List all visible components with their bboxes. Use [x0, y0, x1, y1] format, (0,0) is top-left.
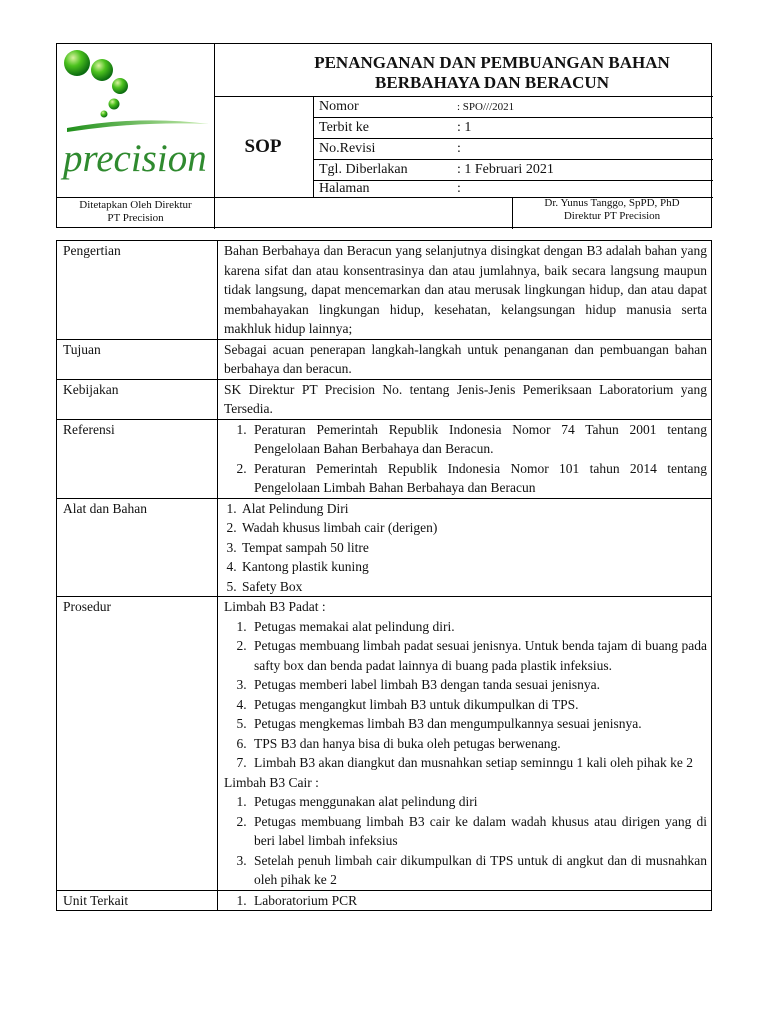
list-item: 4. Petugas mengangkut limbah B3 untuk dikumpulkan di TPS. — [250, 695, 707, 715]
logo-wordmark: precision — [63, 137, 207, 180]
meta-label-terbit: Terbit ke — [319, 120, 369, 135]
meta-value-tgl: : 1 Februari 2021 — [457, 162, 554, 177]
row-label: Unit Terkait — [57, 890, 218, 911]
list-item: 5. Safety Box — [240, 577, 707, 597]
meta-value-nomor: : SPO///2021 — [457, 101, 515, 113]
established-by-line: Ditetapkan Oleh Direktur — [79, 199, 192, 211]
list-item: 1. Laboratorium PCR — [250, 891, 707, 911]
prosedur-padat-list — [224, 617, 707, 773]
row-label: Pengertian — [57, 241, 218, 340]
list-item: 1. Alat Pelindung Diri — [240, 499, 707, 519]
list-item: 2. Petugas membuang limbah padat sesuai jenisnya. Untuk benda tajam di buang pada safty box dan benda padat lainnya di buang pada plastik infeksius. — [250, 636, 707, 675]
sop-header — [56, 43, 712, 228]
list-item: 1. Petugas memakai alat pelindung diri. — [250, 617, 707, 637]
prosedur-subheading: Limbah B3 Padat : — [224, 599, 326, 614]
kebijakan-text: SK Direktur PT Precision No. tentang Jenis-Jenis Pemeriksaan Laboratorium yang Tersedia. — [218, 379, 712, 419]
prosedur-cell — [218, 597, 712, 891]
meta-label-halaman: Halaman — [319, 181, 370, 196]
list-item: 5. Petugas mengkemas limbah B3 dan mengumpulkannya sesuai jenisnya. — [250, 714, 707, 734]
divider — [313, 117, 713, 118]
meta-value-terbit: : 1 — [457, 120, 472, 135]
prosedur-subheading: Limbah B3 Cair : — [224, 774, 319, 790]
alat-list — [224, 499, 707, 597]
unit-list — [224, 891, 707, 911]
meta-label-nomor: Nomor — [319, 99, 359, 114]
row-alat — [57, 498, 712, 597]
referensi-list — [224, 420, 707, 498]
list-item: 2. Peraturan Pemerintah Republik Indonesia Nomor 101 tahun 2014 tentang Pengelolaan Limbah Bahan Berbahaya dan Beracun — [250, 459, 707, 498]
established-by — [57, 199, 214, 225]
row-label: Tujuan — [57, 339, 218, 379]
divider — [313, 96, 314, 197]
list-item: 6. TPS B3 dan hanya bisa di buka oleh petugas berwenang. — [250, 734, 707, 754]
sop-label: SOP — [244, 136, 282, 157]
divider — [313, 180, 713, 181]
list-item: 3. Tempat sampah 50 litre — [240, 538, 707, 558]
prosedur-cair-list — [224, 792, 707, 890]
unit-cell — [218, 890, 712, 911]
signatory-name: Dr. Yunus Tanggo, SpPD, PhD — [544, 197, 680, 209]
row-prosedur — [57, 597, 712, 891]
divider — [313, 159, 713, 160]
row-label: Kebijakan — [57, 379, 218, 419]
row-label: Alat dan Bahan — [57, 498, 218, 597]
list-item: 3. Setelah penuh limbah cair dikumpulkan di TPS untuk di angkut dan di musnahkan oleh pihak ke 2 — [250, 851, 707, 890]
divider — [214, 96, 713, 97]
alat-cell — [218, 498, 712, 597]
pengertian-text: Bahan Berbahaya dan Beracun yang selanjutnya disingkat dengan B3 adalah bahan yang karena sifat dan atau konsentrasinya dan atau jumlahnya, baik secara langsung maupun tidak langsung, dapat mencemarkan dan atau merusak lingkungan hidup, dan atau dapat membahayakan lingkungan hidup, kesehatan, kelangsungan hidup manusia serta makhluk hidup lainnya; — [218, 241, 712, 340]
row-pengertian — [57, 241, 712, 340]
established-by-line: PT Precision — [107, 212, 164, 224]
meta-label-tgl: Tgl. Diberlakan — [319, 162, 408, 177]
sop-content-table — [56, 240, 712, 911]
tujuan-text: Sebagai acuan penerapan langkah-langkah untuk penanganan dan pembuangan bahan berbahaya dan beracun. — [218, 339, 712, 379]
document-title: PENANGANAN DAN PEMBUANGAN BAHAN BERBAHAYA DAN BERACUN — [314, 53, 670, 92]
row-tujuan — [57, 339, 712, 379]
meta-label-revisi: No.Revisi — [319, 141, 376, 156]
list-item: 4. Kantong plastik kuning — [240, 557, 707, 577]
signatory-title: Direktur PT Precision — [563, 210, 661, 222]
divider — [313, 138, 713, 139]
list-item: 3. Petugas memberi label limbah B3 dengan tanda sesuai jenisnya. — [250, 675, 707, 695]
list-item: 2. Petugas membuang limbah B3 cair ke dalam wadah khusus atau dirigen yang di beri label limbah infeksius — [250, 812, 707, 851]
meta-value-halaman: : — [457, 181, 461, 196]
precision-logo — [59, 45, 212, 196]
row-referensi — [57, 419, 712, 498]
row-kebijakan — [57, 379, 712, 419]
signatory — [512, 197, 712, 223]
list-item: 7. Limbah B3 akan diangkut dan musnahkan setiap seminngu 1 kali oleh pihak ke 2 — [250, 753, 707, 773]
list-item: 1. Peraturan Pemerintah Republik Indonesia Nomor 74 Tahun 2001 tentang Pengelolaan Bahan Berbahaya dan Beracun. — [250, 420, 707, 459]
referensi-cell — [218, 419, 712, 498]
list-item: 1. Petugas menggunakan alat pelindung diri — [250, 792, 707, 812]
row-label: Referensi — [57, 419, 218, 498]
row-label: Prosedur — [57, 597, 218, 891]
meta-value-revisi: : — [457, 141, 461, 156]
list-item: 2. Wadah khusus limbah cair (derigen) — [240, 518, 707, 538]
row-unit-terkait — [57, 890, 712, 911]
